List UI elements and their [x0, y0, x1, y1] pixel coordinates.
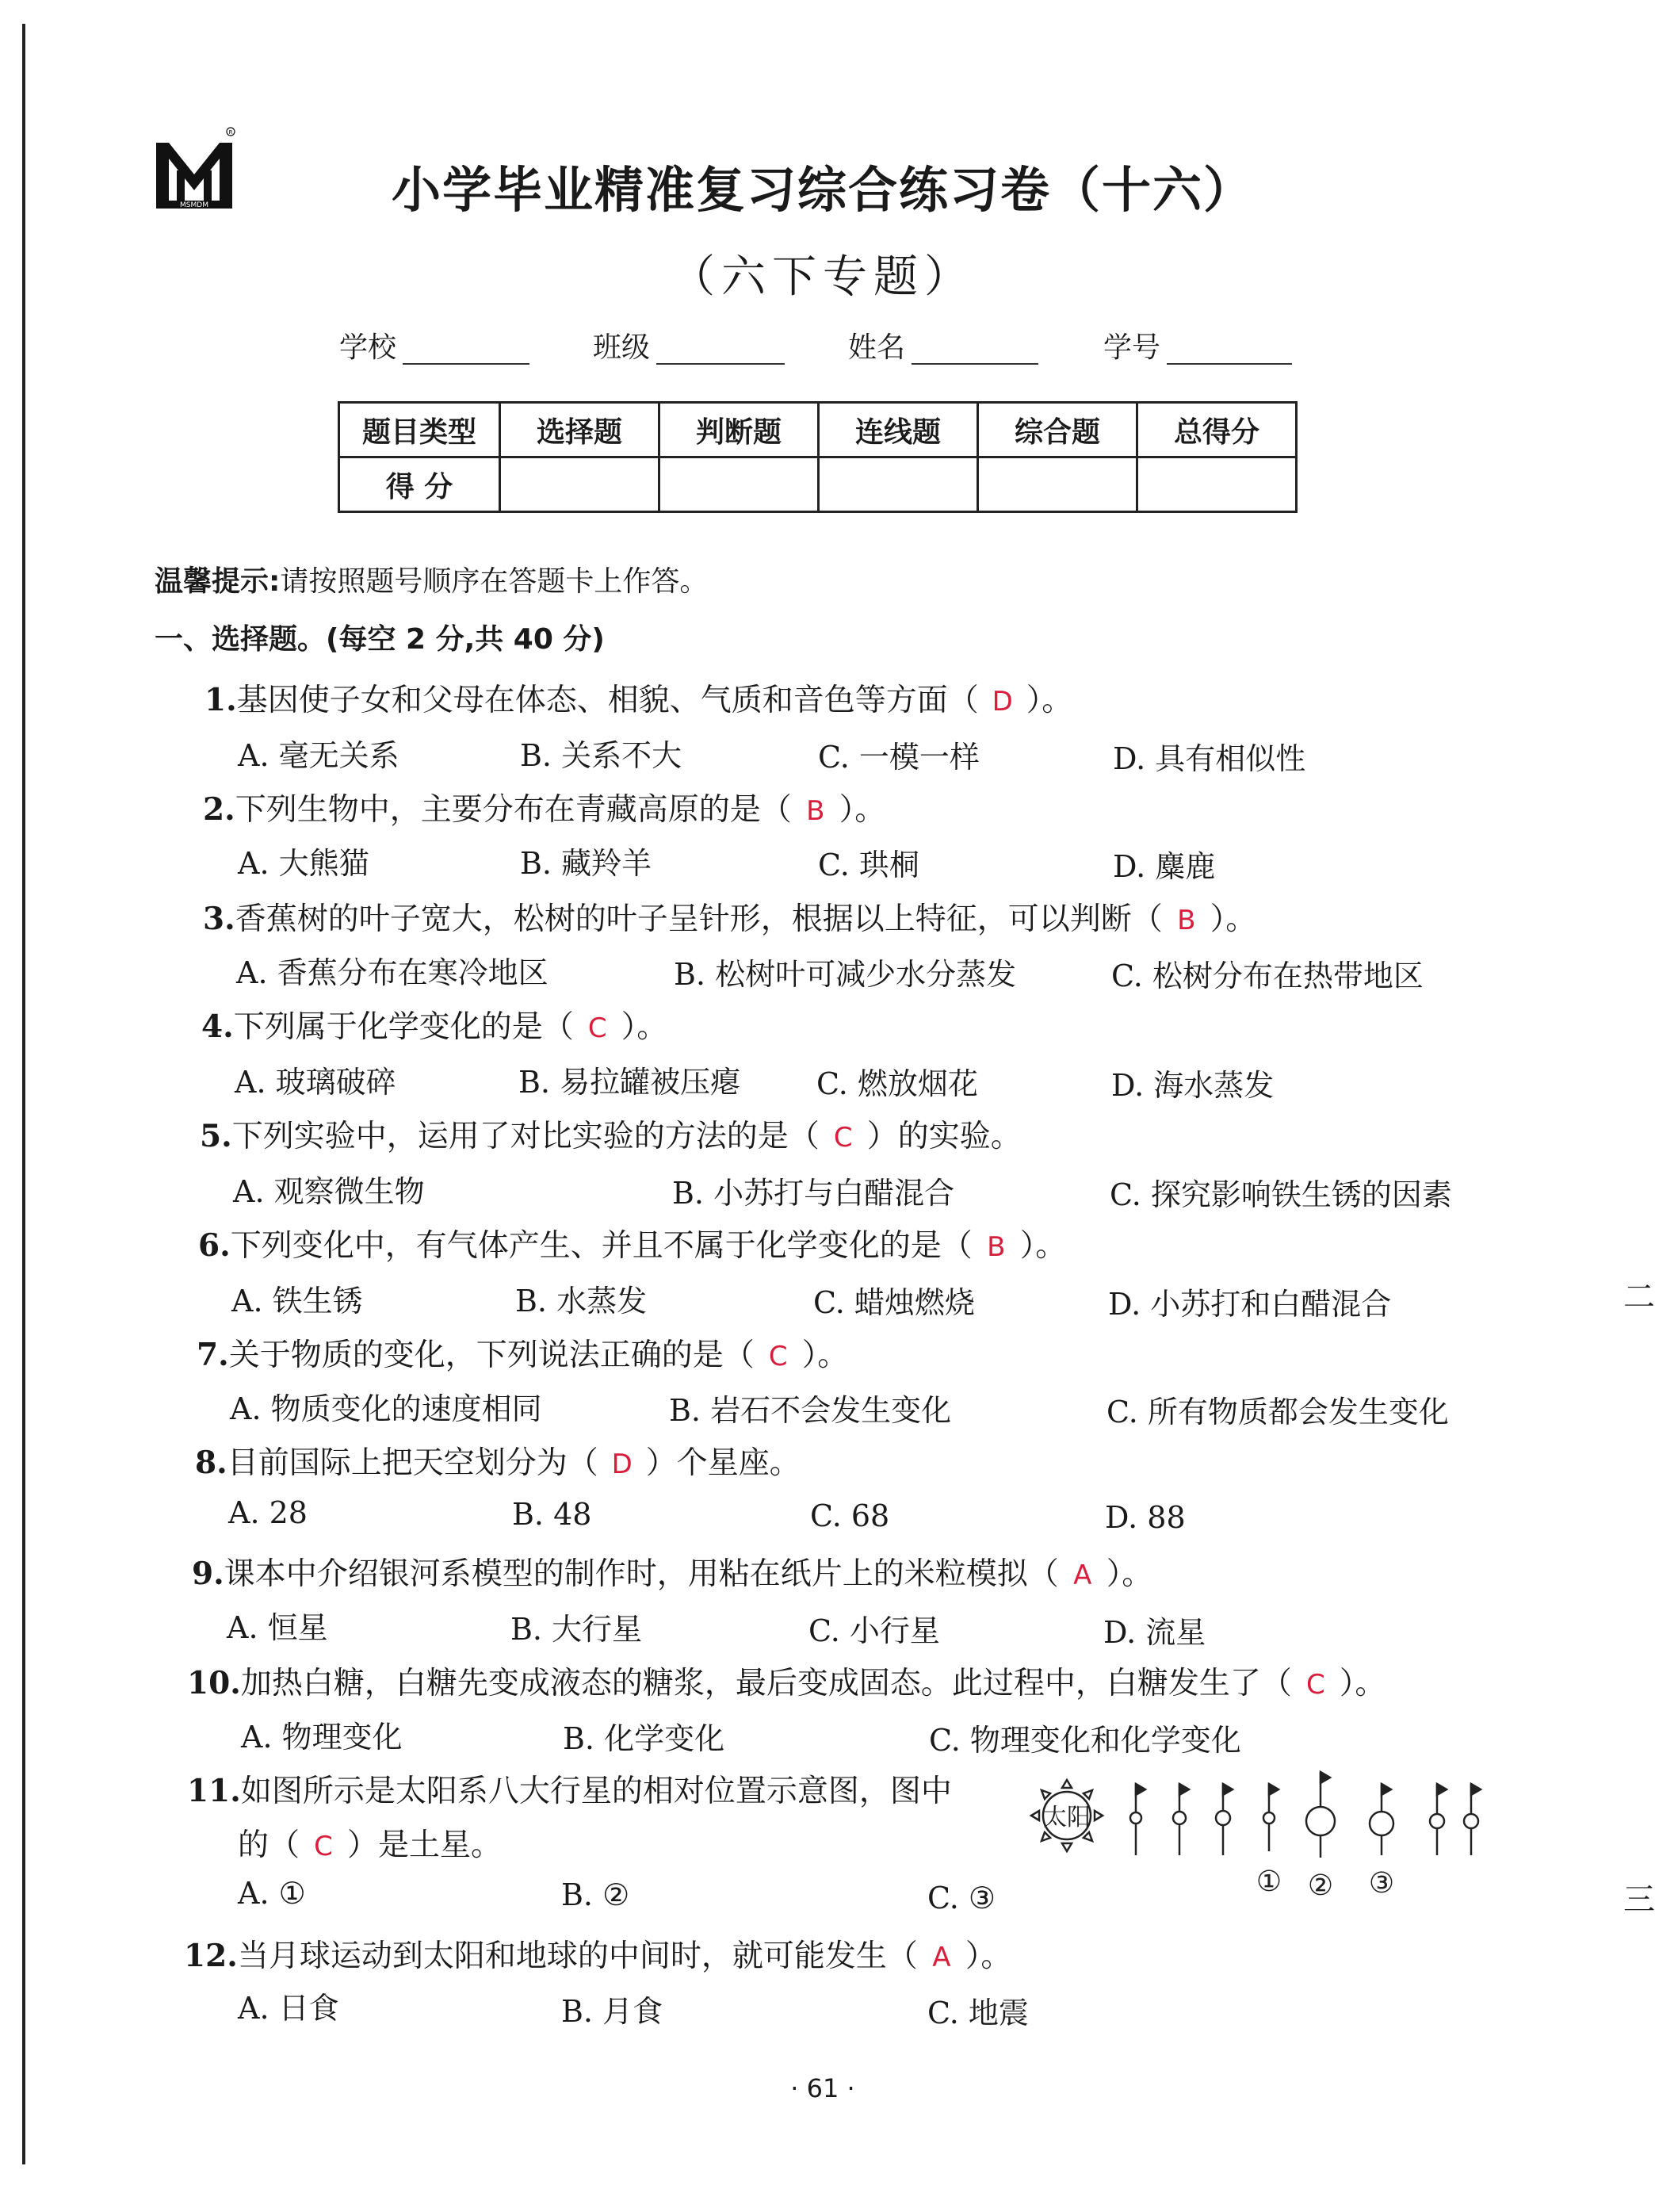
score-cell[interactable]: [659, 457, 819, 512]
option: B. 松树叶可减少水分蒸发: [674, 957, 1017, 992]
option: B. 关系不大: [520, 738, 682, 773]
answer-mark: B: [987, 1231, 1006, 1263]
question-11: [187, 1766, 952, 1811]
question-number: 5.: [200, 1118, 232, 1154]
answer-mark: A: [932, 1942, 951, 1973]
score-table-header: 题目类型: [339, 403, 500, 457]
question-number: 10.: [187, 1665, 241, 1701]
option: B. 藏羚羊: [520, 846, 652, 881]
option: C. 所有物质都会发生变化: [1107, 1395, 1449, 1429]
question-number: 3.: [203, 901, 235, 937]
answer-mark: C: [833, 1122, 853, 1154]
option: A. 物理变化: [241, 1720, 403, 1755]
score-table: [338, 401, 1298, 513]
option: B. 大行星: [510, 1612, 643, 1647]
answer-mark: D: [611, 1449, 633, 1480]
question-number: 9.: [192, 1556, 224, 1592]
name-field-label: 姓名: [848, 331, 906, 364]
school-field-label: 学校: [339, 331, 397, 364]
page-title: 小学毕业精准复习综合练习卷（十六）: [391, 161, 1254, 219]
score-table-header: 判断题: [659, 403, 819, 457]
answer-mark: C: [314, 1831, 333, 1862]
score-cell[interactable]: [1137, 457, 1297, 512]
tip-line: [155, 559, 708, 599]
question-1: [204, 675, 1072, 720]
option: B. 化学变化: [563, 1721, 725, 1756]
question-text-end: ）的实验。: [866, 1119, 1022, 1154]
question-text: 的（: [238, 1827, 300, 1863]
option: D. 88: [1105, 1500, 1186, 1535]
question-text: 关于物质的变化，下列说法正确的是（: [228, 1338, 755, 1373]
question-6: [198, 1221, 1066, 1265]
question-12: [184, 1931, 1011, 1976]
question-text: 目前国际上把天空划分为（: [227, 1445, 598, 1481]
question-3: [203, 894, 1256, 939]
question-number: 8.: [195, 1445, 227, 1481]
question-text: 加热白糖，白糖先变成液态的糖浆，最后变成固态。此过程中，白糖发生了（: [240, 1666, 1292, 1701]
option: D. 具有相似性: [1113, 741, 1306, 776]
option: B. 48: [512, 1497, 592, 1532]
planet-jupiter-icon: [1306, 1772, 1335, 1858]
answer-mark: B: [1177, 905, 1196, 936]
question-text: 如图所示是太阳系八大行星的相对位置示意图，图中: [240, 1774, 952, 1809]
score-table-score-row: [339, 457, 1297, 512]
question-text-end: ）。: [839, 792, 886, 828]
student-id-field-line[interactable]: [1167, 363, 1292, 365]
option: D. 流星: [1103, 1615, 1206, 1650]
page-subtitle: （六下专题）: [671, 251, 975, 303]
question-text: 香蕉树的叶子宽大，松树的叶子呈针形，根据以上特征，可以判断（: [235, 901, 1163, 937]
option: B. 月食: [561, 1994, 663, 2029]
question-number: 2.: [203, 791, 235, 828]
option: A. ①: [238, 1876, 306, 1911]
option: B. 易拉罐被压瘪: [518, 1065, 741, 1100]
question-number: 12.: [184, 1938, 238, 1974]
logo-text: MSMDM: [180, 201, 208, 209]
planet-saturn-icon: [1370, 1784, 1393, 1855]
score-table-header: 综合题: [978, 403, 1137, 457]
question-text-end: ）个星座。: [645, 1445, 801, 1481]
question-text: 基因使子女和父母在体态、相貌、气质和音色等方面（: [236, 683, 979, 718]
solar-system-diagram: [1013, 1756, 1489, 1915]
answer-mark: C: [768, 1341, 788, 1372]
planet-uranus-icon: [1430, 1784, 1447, 1855]
question-text-end: ）。: [965, 1938, 1012, 1974]
option: B. ②: [561, 1877, 630, 1912]
question-text-end: ）。: [1339, 1666, 1386, 1701]
option: A. 大熊猫: [238, 846, 369, 881]
option: C. 蜡烛燃烧: [813, 1285, 975, 1320]
question-number: 6.: [198, 1227, 231, 1264]
option: C. 燃放烟花: [816, 1066, 978, 1101]
option: A. 铁生锈: [231, 1284, 363, 1318]
question-8: [195, 1438, 801, 1483]
option: A. 毫无关系: [238, 738, 399, 773]
question-text-end: ）。: [1019, 1228, 1067, 1264]
question-5: [200, 1112, 1022, 1156]
question-number: 4.: [201, 1008, 234, 1045]
question-11-line2: [238, 1820, 502, 1865]
option: B. 岩石不会发生变化: [669, 1393, 952, 1428]
student-id-field-label: 学号: [1103, 331, 1161, 364]
score-table-header: 选择题: [500, 403, 659, 457]
answer-mark: C: [587, 1012, 607, 1044]
question-text: 课本中介绍银河系模型的制作时，用粘在纸片上的米粒模拟（: [224, 1556, 1059, 1592]
option: C. ③: [927, 1881, 996, 1915]
option: A. 恒星: [227, 1610, 328, 1645]
option: D. 小苏打和白醋混合: [1108, 1287, 1392, 1322]
option: C. 地震: [927, 1996, 1029, 2030]
score-cell[interactable]: [978, 457, 1137, 512]
question-2: [203, 785, 885, 829]
school-field-line[interactable]: [403, 363, 529, 365]
planet-mercury-icon: [1130, 1784, 1145, 1855]
marker-1: ①: [1256, 1866, 1282, 1898]
question-7: [197, 1330, 848, 1375]
option: B. 水蒸发: [515, 1284, 648, 1318]
page-number: · 61 ·: [790, 2073, 855, 2103]
score-row-label: 得 分: [339, 457, 500, 512]
svg-text:R: R: [228, 129, 233, 136]
question-text-end: ）。: [1210, 901, 1257, 937]
section-title: 一、选择题。(每空 2 分,共 40 分): [155, 623, 605, 656]
question-text: 下列属于化学变化的是（: [233, 1009, 574, 1045]
question-text: 当月球运动到太阳和地球的中间时，就可能发生（: [237, 1938, 918, 1974]
planet-mars-icon: [1263, 1784, 1279, 1851]
class-field-label: 班级: [593, 331, 651, 364]
score-table-header-row: [339, 403, 1297, 457]
question-10: [187, 1659, 1386, 1703]
option: D. 海水蒸发: [1111, 1068, 1275, 1103]
question-number: 1.: [204, 682, 237, 718]
question-number: 11.: [187, 1773, 241, 1809]
option: C. 一模一样: [818, 740, 980, 775]
option: C. 小行星: [808, 1613, 940, 1648]
question-text: 下列生物中，主要分布在青藏高原的是（: [235, 792, 792, 828]
option: C. 探究影响铁生锈的因素: [1110, 1177, 1452, 1212]
option: A. 物质变化的速度相同: [230, 1391, 542, 1426]
answer-mark: B: [806, 795, 825, 827]
question-text-end: ）是土星。: [347, 1827, 503, 1863]
option: C. 物理变化和化学变化: [929, 1723, 1241, 1758]
edge-mark: 二: [1623, 1279, 1655, 1315]
score-table-header: 总得分: [1137, 403, 1297, 457]
planet-venus-icon: [1173, 1784, 1189, 1855]
planet-markers: [1130, 1772, 1481, 1858]
option: D. 麋鹿: [1113, 849, 1216, 884]
question-text-end: ）。: [1026, 683, 1073, 718]
question-text: 下列实验中，运用了对比实验的方法的是（: [231, 1119, 820, 1154]
edge-mark: 三: [1623, 1881, 1655, 1918]
option: C. 松树分布在热带地区: [1111, 959, 1424, 993]
question-number: 7.: [197, 1337, 229, 1373]
option: C. 68: [810, 1498, 890, 1533]
option: B. 小苏打与白醋混合: [672, 1176, 955, 1211]
sun-label: 太阳: [1043, 1804, 1091, 1831]
option: A. 玻璃破碎: [235, 1065, 396, 1100]
answer-mark: D: [992, 686, 1013, 718]
question-text: 下列变化中，有气体产生、并且不属于化学变化的是（: [230, 1228, 973, 1264]
class-field-line[interactable]: [656, 363, 785, 365]
score-cell[interactable]: [500, 457, 659, 512]
score-table-header: 连线题: [819, 403, 978, 457]
answer-mark: C: [1306, 1669, 1325, 1701]
option: A. 香蕉分布在寒冷地区: [236, 955, 548, 990]
planet-neptune-icon: [1464, 1784, 1481, 1855]
question-text-end: ）。: [621, 1009, 668, 1045]
left-border-rule: [22, 24, 25, 2164]
option: C. 珙桐: [818, 848, 919, 882]
planet-earth-icon: [1216, 1784, 1233, 1855]
answer-mark: A: [1073, 1559, 1092, 1591]
question-text-end: ）。: [1106, 1556, 1153, 1592]
option: A. 28: [228, 1495, 308, 1530]
question-4: [201, 1002, 667, 1047]
question-text-end: ）。: [801, 1338, 849, 1373]
option: A. 日食: [238, 1991, 339, 2026]
marker-2: ②: [1307, 1869, 1334, 1902]
tip-label: 温馨提示:: [155, 565, 281, 598]
question-9: [192, 1549, 1152, 1594]
tip-text: 请按照题号顺序在答题卡上作答。: [280, 565, 709, 598]
marker-3: ③: [1368, 1867, 1395, 1900]
score-cell[interactable]: [819, 457, 978, 512]
option: A. 观察微生物: [233, 1174, 425, 1209]
name-field-line[interactable]: [912, 363, 1038, 365]
